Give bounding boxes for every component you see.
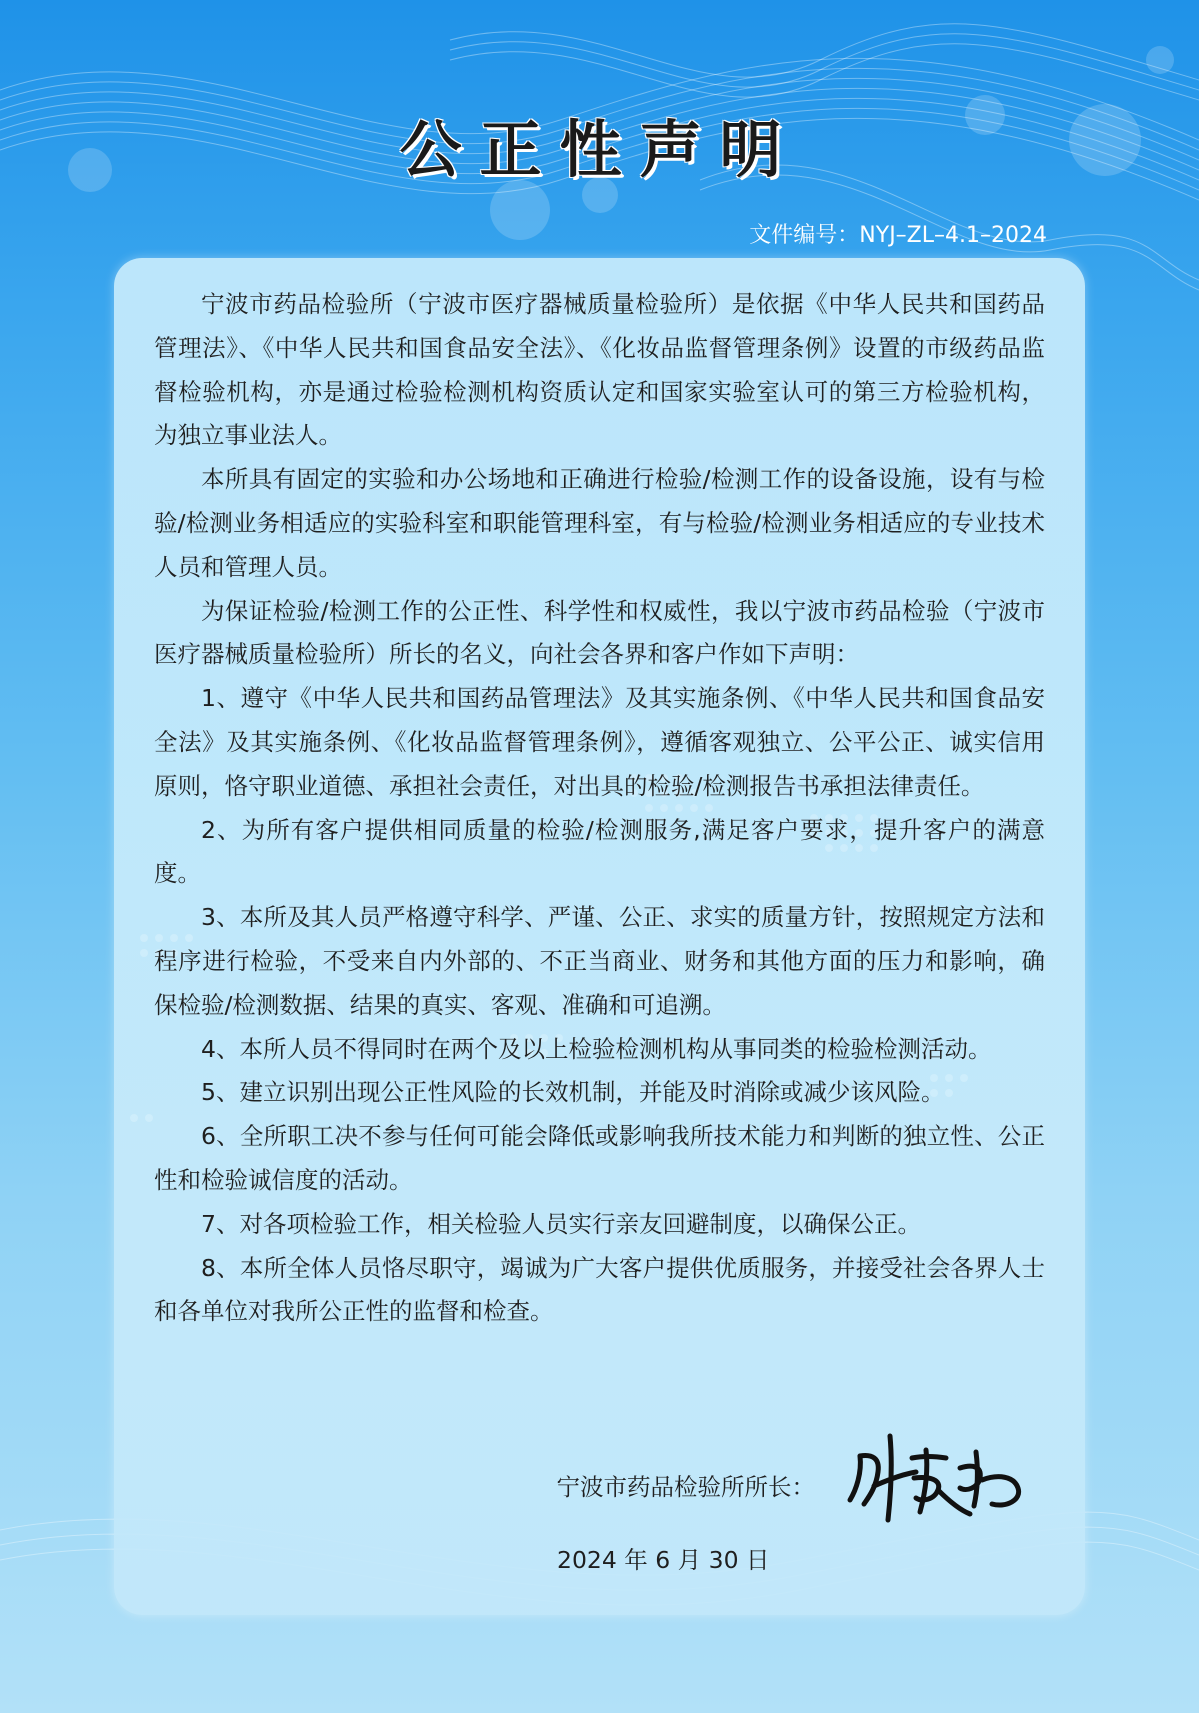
paragraph: 7、对各项检验工作，相关检验人员实行亲友回避制度，以确保公正。 [201, 1209, 921, 1238]
paragraph: 4、本所人员不得同时在两个及以上检验检测机构从事同类的检验检测活动。 [201, 1034, 992, 1063]
paragraph: 6、全所职工决不参与任何可能会降低或影响我所技术能力和判断的独立性、公正性和检验诚信度的活动。 [154, 1122, 1045, 1194]
content-panel [114, 258, 1085, 1615]
paragraph: 为保证检验/检测工作的公正性、科学性和权威性，我以宁波市药品检验（宁波市医疗器械质量检验所）所长的名义，向社会各界和客户作如下声明： [154, 596, 1045, 669]
paragraph: 本所具有固定的实验和办公场地和正确进行检验/检测工作的设备设施，设有与检验/检测业务相适应的实验科室和职能管理科室，有与检验/检测业务相适应的专业技术人员和管理人员。 [154, 465, 1045, 581]
document-number: 文件编号：NYJ–ZL–4.1–2024 [749, 223, 1047, 248]
handwritten-signature [842, 1428, 1042, 1528]
paragraph: 8、本所全体人员恪尽职守，竭诚为广大客户提供优质服务，并接受社会各界人士和各单位对我所公正性的监督和检查。 [154, 1253, 1045, 1326]
signatory-label: 宁波市药品检验所所长： [556, 1473, 815, 1501]
paragraph: 宁波市药品检验所（宁波市医疗器械质量检验所）是依据《中华人民共和国药品管理法》、《中华人民共和国食品安全法》、《化妆品监督管理条例》设置的市级药品监督检验机构，亦是通过检验检测机构资质认定和国家实验室认可的第三方检验机构，为独立事业法人。 [154, 290, 1045, 450]
paragraph: 3、本所及其人员严格遵守科学、严谨、公正、求实的质量方针，按照规定方法和程序进行检验，不受来自内外部的、不正当商业、财务和其他方面的压力和影响，确保检验/检测数据、结果的真实、客观、准确和可追溯。 [154, 903, 1045, 1019]
declaration-date: 2024 年 6 月 30 日 [557, 1546, 770, 1574]
paragraph: 1、遵守《中华人民共和国药品管理法》及其实施条例、《中华人民共和国食品安全法》及其实施条例、《化妆品监督管理条例》，遵循客观独立、公平公正、诚实信用原则，恪守职业道德、承担社会责任，对出具的检验/检测报告书承担法律责任。 [154, 684, 1045, 800]
paragraph: 2、为所有客户提供相同质量的检验/检测服务,满足客户要求，提升客户的满意度。 [154, 815, 1045, 888]
declaration-body [154, 283, 1045, 1334]
paragraph: 5、建立识别出现公正性风险的长效机制，并能及时消除或减少该风险。 [201, 1078, 945, 1107]
page-title: 公正性声明 [399, 113, 800, 186]
